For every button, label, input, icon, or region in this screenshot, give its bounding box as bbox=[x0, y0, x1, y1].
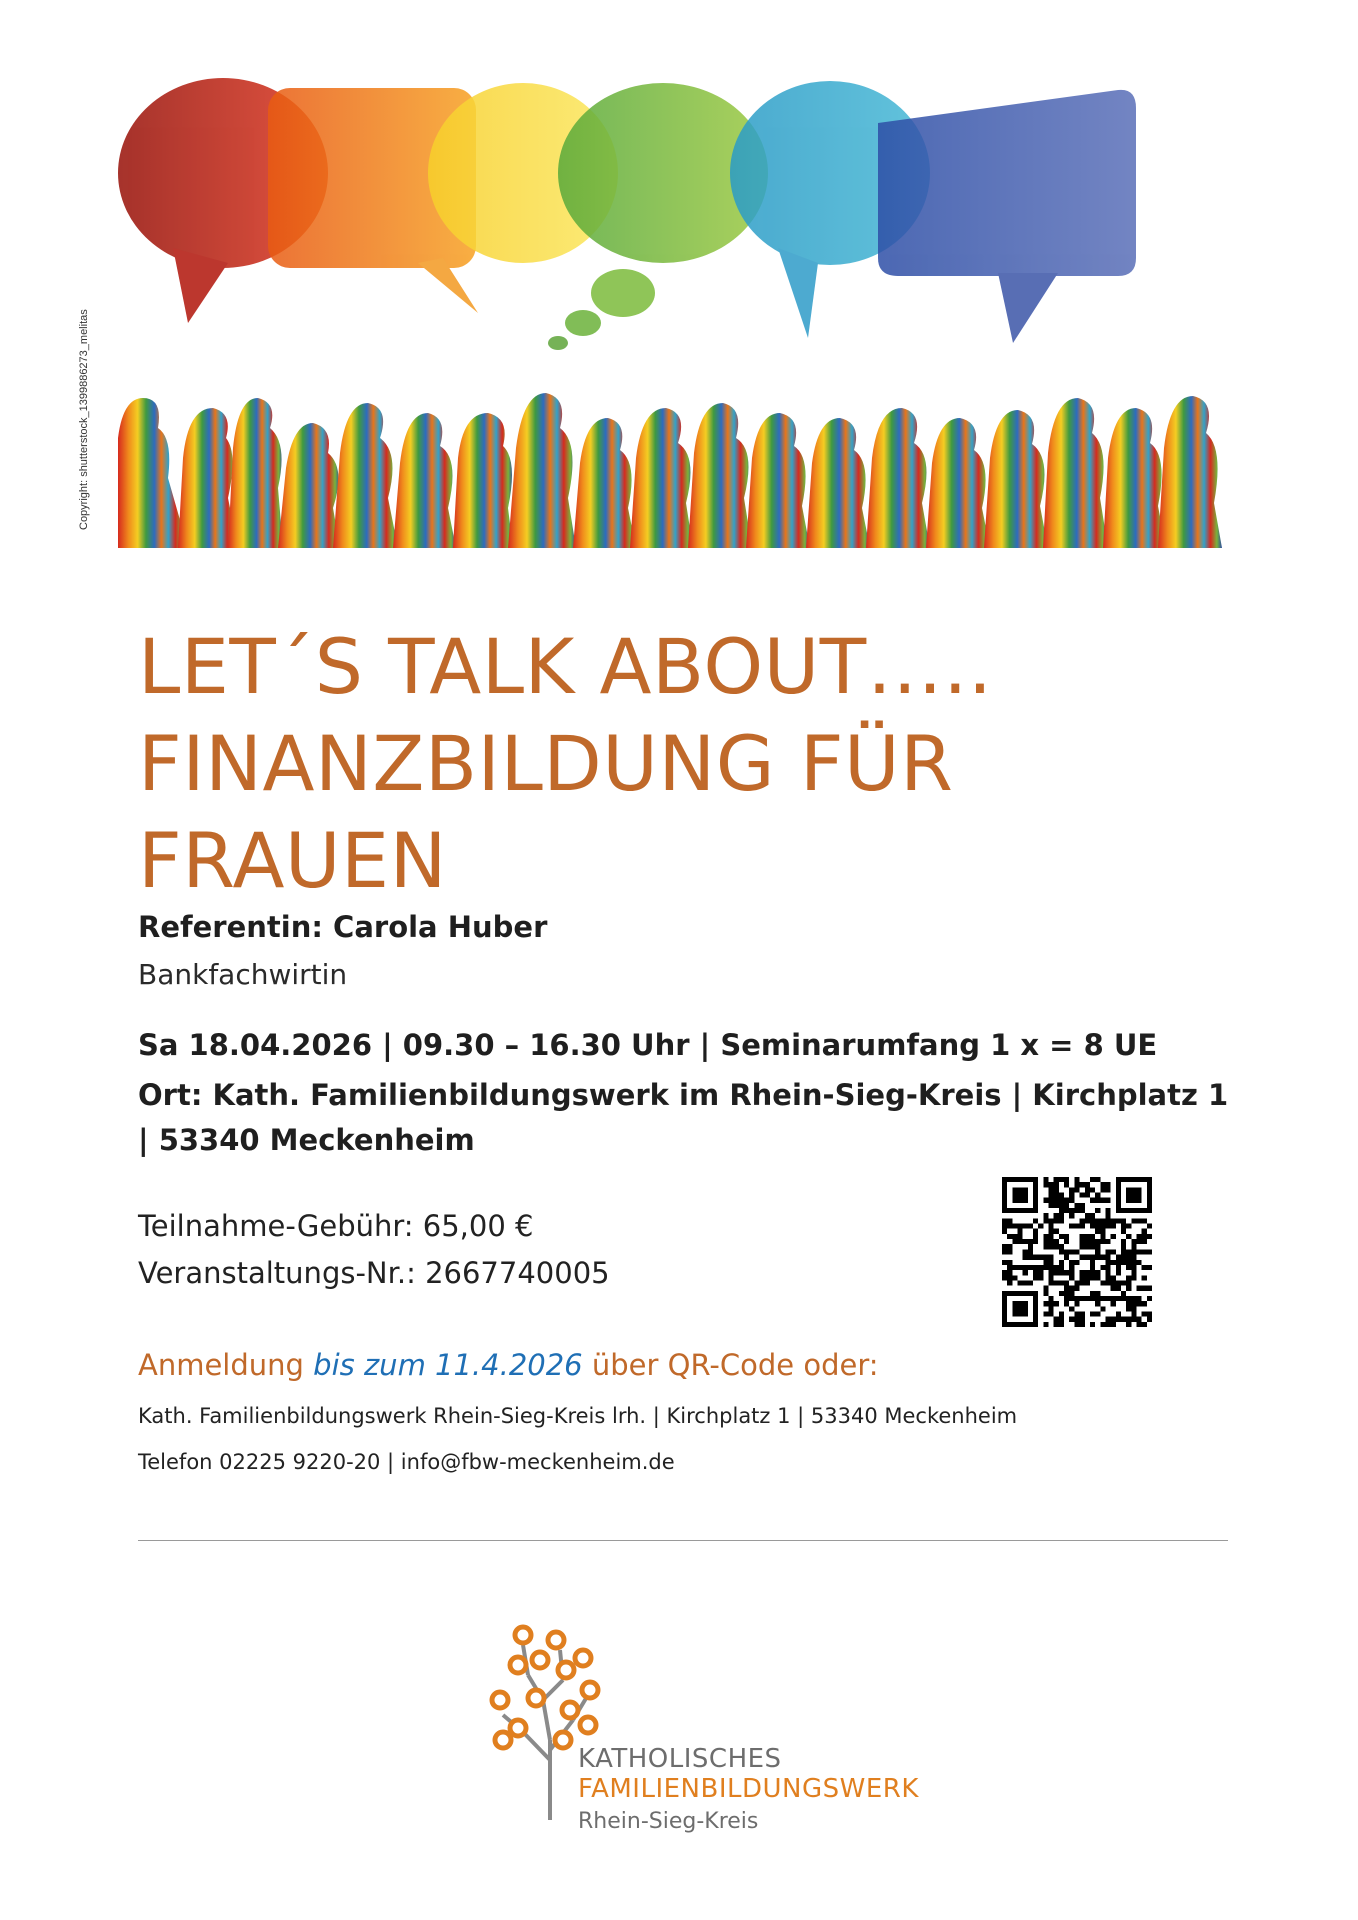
speaker-name: Referentin: Carola Huber bbox=[138, 910, 548, 944]
event-number: Veranstaltungs-Nr.: 2667740005 bbox=[138, 1256, 610, 1290]
speech-bubble-green bbox=[548, 83, 768, 350]
organizer-address: Kath. Familienbildungswerk Rhein-Sieg-Kreis lrh. | Kirchplatz 1 | 53340 Meckenheim bbox=[138, 1404, 1018, 1428]
registration-qr-code[interactable] bbox=[1002, 1177, 1152, 1327]
title-line: FRAUEN bbox=[138, 816, 447, 905]
logo-line-1: KATHOLISCHES bbox=[578, 1744, 782, 1774]
registration-prefix: Anmeldung bbox=[138, 1348, 304, 1382]
title-line: LET´S TALK ABOUT….. bbox=[138, 622, 993, 711]
title-line: FINANZBILDUNG FÜR bbox=[138, 719, 954, 808]
logo-line-2: FAMILIENBILDUNGSWERK bbox=[578, 1774, 919, 1804]
participation-fee: Teilnahme-Gebühr: 65,00 € bbox=[138, 1209, 534, 1243]
registration-suffix: über QR-Code oder: bbox=[591, 1348, 879, 1382]
event-date-time: Sa 18.04.2026 | 09.30 – 16.30 Uhr | Seminarumfang 1 x = 8 UE bbox=[138, 1028, 1158, 1062]
divider bbox=[138, 1540, 1228, 1541]
hero-illustration bbox=[118, 78, 1308, 548]
speech-bubble-blue bbox=[878, 90, 1136, 343]
people-silhouettes bbox=[118, 393, 1222, 548]
speaker-role: Bankfachwirtin bbox=[138, 958, 348, 991]
organization-logo-text bbox=[578, 1744, 919, 1840]
logo-line-3: Rhein-Sieg-Kreis bbox=[578, 1809, 759, 1834]
registration-line bbox=[138, 1348, 879, 1382]
contact-info[interactable]: Telefon 02225 9220-20 | info@fbw-meckenheim.de bbox=[138, 1450, 675, 1474]
event-location: Ort: Kath. Familienbildungswerk im Rhein-Sieg-Kreis | Kirchplatz 1 | 53340 Meckenheim bbox=[138, 1078, 1229, 1157]
event-title bbox=[138, 618, 1238, 909]
registration-deadline: bis zum 11.4.2026 bbox=[313, 1348, 583, 1382]
copyright-note: Copyright: shutterstock_1399886273_melitas bbox=[78, 309, 90, 530]
